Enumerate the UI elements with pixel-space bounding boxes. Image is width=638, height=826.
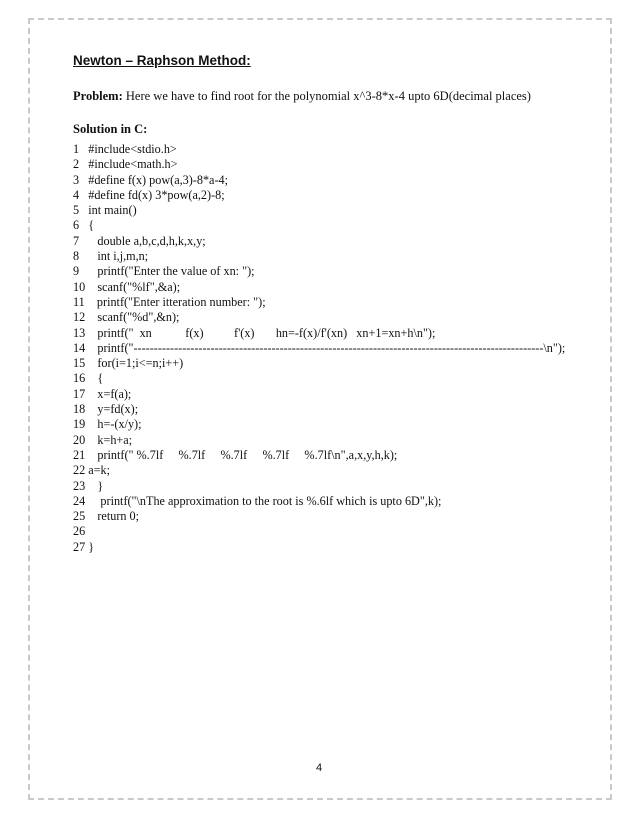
page-title: Newton – Raphson Method: [73,53,251,68]
code-line: 10 scanf("%lf",&a); [73,279,181,294]
code-line: 11 printf("Enter itteration number: "); [73,294,266,309]
code-line: 5 int main() [73,203,137,218]
code-line: 23 } [73,478,104,493]
code-line: 13 printf(" xn f(x) f'(x) hn=-f(x)/f'(xn) xn+1=xn+h\n"); [73,325,436,340]
solution-heading: Solution in C: [73,122,148,136]
code-line: 25 return 0; [73,509,140,524]
problem-statement [73,89,531,104]
code-line: 21 printf(" %.7lf %.7lf %.7lf %.7lf %.7lf\n",a,x,y,h,k); [73,447,398,462]
code-line: 3 #define f(x) pow(a,3)-8*a-4; [73,172,228,187]
code-line: 26 [73,524,86,539]
code-line: 15 for(i=1;i<=n;i++) [73,356,184,371]
code-line: 18 y=fd(x); [73,402,139,417]
problem-text: Here we have to find root for the polynomial x^3-8*x-4 upto 6D(decimal places) [122,89,531,103]
code-line: 22 a=k; [73,463,110,478]
code-line: 16 { [73,371,104,386]
code-listing [73,142,566,555]
page-number: 4 [315,762,323,774]
code-line: 9 printf("Enter the value of xn: "); [73,264,255,279]
code-line: 2 #include<math.h> [73,157,178,172]
code-line: 19 h=-(x/y); [73,417,142,432]
problem-label: Problem: [73,89,123,103]
code-line: 24 printf("\nThe approximation to the root is %.6lf which is upto 6D",k); [73,493,442,508]
code-line: 27 } [73,539,95,554]
code-line: 7 double a,b,c,d,h,k,x,y; [73,233,206,248]
code-line: 6 { [73,218,95,233]
code-line: 20 k=h+a; [73,432,133,447]
code-line: 17 x=f(a); [73,386,132,401]
code-line: 8 int i,j,m,n; [73,249,149,264]
code-line: 12 scanf("%d",&n); [73,310,180,325]
code-line: 14 printf("-----------------------------------------------------------------------------------------------------\n"); [73,340,566,355]
code-line: 4 #define fd(x) 3*pow(a,2)-8; [73,187,225,202]
code-line: 1 #include<stdio.h> [73,142,177,156]
